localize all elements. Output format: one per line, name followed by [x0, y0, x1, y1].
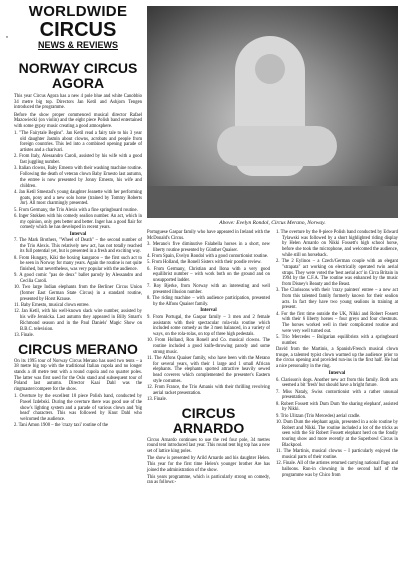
- interval-heading: Interval: [69, 231, 87, 237]
- list-item: 10. Two large Indian elephants from the Berliner Circus Union (former East German State Circus) in a standard routine, presented by Horst Krause.: [14, 285, 142, 302]
- masthead-line2: CIRCUS: [39, 19, 117, 41]
- list-item: 4. For the first time outside the UK, Nikki and Robert Fossett with their 6 liberty horses – four greys and four chestnuts. The horses worked well in their complicated routine and were very well turned out.: [276, 311, 398, 334]
- list-item: 11. The Alfons Quaiser family, who have been with the Merano for several years, with their 1 large and 1 small African elephants. The elephants sported attractive heavily sewed head coverers which complemented the presenter's Eastern style costumes.: [147, 355, 270, 384]
- paragraph: Before the show proper commenced musical director Rafael Mazowiecki (on violin) and the eight piece Polish band entertained with some gypsy music creating a good atmosphere.: [14, 112, 142, 129]
- paragraph: This years programme, which is particularly strong on comedy, ran as follows:-: [147, 474, 270, 486]
- photo-floor: [147, 186, 398, 218]
- list-item: Portuguese Gaspar family who have appeared in Ireland with the McDonald's Circus.: [147, 230, 270, 241]
- list-item: 1. The overture by the 8-piece Polish band conducted by Edward Tylawski was followed by a short highlighted riding display by Helen Arnardo on Nikki Fossett's high school horse, before she took the microphone, and welcomed the audience, while still on horseback.: [276, 230, 398, 258]
- column-left: [14, 0, 142, 430]
- list-item: 10. Dum Dum the elephant again, presented in a solo routine by Robert and Nikki. The routine included a lot of the tricks as seen with the Sir Robert Fossett elephant herd on the fondly touring show and more recently at the Superbowl Circus in Blackpool.: [276, 420, 398, 448]
- list-item: 2. From Italy, Alessandro Caroli, assisted by his wife with a good fast juggling number.: [14, 154, 142, 166]
- list-item: 12. Jan Ketil, with his well-known slack wire number, assisted by his wife Jennicka. Last autumn they appeared in Billy Smart's Richmond season and in the Paul Daniels' Magic Show on B.B.C. television.: [14, 309, 142, 332]
- column-middle: [147, 230, 270, 488]
- list-item: 1. "The Fairytale Begins". Jan Ketil read a fairy tale to his 3 year old daughter Jasmin about clowns, acrobats and people from foreign countries. This led into a combined opening parade of artistes and a charivari.: [14, 131, 142, 154]
- list-item: 5. Trio Mercedes – Bulgarian equilibrists with a springboard number.: [276, 335, 398, 346]
- list-item: 5. From Germany, the Trio Alexis with a fine springboard routine.: [14, 207, 138, 213]
- list-item: 8. The riding machine – with audience participation, presented by the Alfons Quaiser family.: [147, 296, 270, 307]
- list-item: 6. From Germany, Christian and Ilona with a very good equilibrist number – with work both on the ground and on unsupported ladder.: [147, 266, 270, 283]
- list-item: 2. The 2 Eylinos – a Czech/German couple with an elegant "strapata" act working on electrically operated twin aerial straps. They were voted the 'best aerial act' in Circa Britain in 1994 by the C.F.A. The routine was enhanced by the music from Disney's Beauty and the Beast.: [276, 259, 398, 287]
- masthead: [14, 0, 142, 51]
- paragraph: The show is presented by Arild Arnardo and his daughter Helen. This year for the first time Helen's younger brother Are has joined the administration of the show.: [147, 456, 270, 473]
- list-item: 3. The Clarissons with their 'crazy painters' entree – a new act from this talented family formerly known for their sealion acts. In fact they have two young sealions in training at present.: [276, 288, 398, 311]
- list-item: 2. Tani Amon 1900 – the 'crazy taxi' routine of the: [14, 423, 109, 429]
- list-item: 8. Robert Fossett with Dum Dum 'the sharing elephant', assisted by Nikki.: [276, 401, 398, 413]
- list-item: 10. From Holland, Ron Ronell and Co. musical clowns. The routine included a good knife-throwing parody and some strong music.: [147, 338, 270, 355]
- list-item: 5. From Holland, the Ronell Sisters with their poodle review.: [147, 260, 262, 266]
- column-right: [276, 230, 398, 479]
- list-item: 6. Inger Stokken with his comedy sealion number. An act, which in my opinion, only gets better and better. Inger has a good flair for comedy which he has developed in recent years.: [14, 213, 142, 231]
- list-item: 7. Miss Nataly, Swiss contortionist with a rather unusual presentation.: [276, 389, 398, 401]
- masthead-line1: WORLDWIDE: [28, 3, 128, 20]
- list-item: 11. Baby Ernesto, musical clown entree.: [14, 303, 90, 309]
- list-item: 3. Italian clowns, Baby Ernesto with their washing machine routine. Following the death of veteran clown Baby Ernesto last autumn, the entree is now presented by Jonny Ernesto, his wife and children.: [14, 166, 142, 189]
- paragraph: On its 1995 tour of Norway Circus Merano has used two tents – a 38 metre big top with the traditional Italian cupola and no longer stands a 40 metre tent with a round cupola and no quarter poles. The latter was first used for the Oslo stand and subsequent tour of Poland last autumn. Director Kaai Dahl was the ringmaster/compere for the show.: [14, 358, 142, 393]
- margin-mark: *: [6, 36, 8, 42]
- headline-circus-merano: CIRCUS MERANO: [18, 340, 138, 357]
- list-item: 1. Overture by the excellent 10 piece Polish band, conducted by Pawel Izdebski. During the overture there was good use of the show's lighting system and a parade of various clown and 'big head' characters. This was followed by Knut Dahl who welcomed the audience.: [14, 394, 142, 422]
- photo-figure-legs: [217, 126, 337, 166]
- list-item: 6. Clarisson's dogs. Another new act from this family. Both acts seemed a bit 'fresh' but should have a bright future.: [276, 377, 398, 389]
- performer-photo: [147, 6, 398, 218]
- list-item: 11. The Martinis, musical clowns – I particularly enjoyed the musical parts of their routine.: [276, 449, 398, 460]
- photo-figure-head: [255, 54, 285, 84]
- list-item: 7. The Mark Brothers, "Wheel of Death" – the second number of the Trio Alexis. This relatively new act, has not totally reached its full potential yet, but is presented in a fresh and exciting way.: [14, 238, 142, 255]
- masthead-line3: NEWS & REVIEWS: [37, 40, 118, 50]
- paragraph: Circus Arnardo continues to use the red four pole, 34 metres round tent introduced last year. This round tent big top has a new set of lattice king poles.: [147, 437, 270, 455]
- list-item: 9. A good comic "pas de deux" ballet parody by Alessandro and Cecilia Caroli.: [14, 273, 142, 285]
- list-item: 13. Finale.: [147, 397, 167, 403]
- list-item: 4. Jan Ketil Smestad's young daughter Jeanette with her performing goats, pony and a new solo horse (trained by Tommy Roberts Jnr). All most charmingly presented.: [14, 189, 142, 207]
- interval-heading: Interval: [200, 308, 217, 314]
- list-item: 8. From Hungary, Kiki the boxing kangaroo – the first such act to be seen in Norway for many years. Again the routine is not quite finished, but nevertheless, was very popular with the audience.: [14, 255, 142, 273]
- list-item: 3. Merano's five diminutive Falabella horses in a short, new liberty routine presented by Günther Quaiser.: [147, 242, 270, 253]
- list-item: 12. From France, the Trio Amanis with their thrilling revolving aerial racket presentation.: [147, 385, 270, 396]
- interval-heading: Interval: [328, 371, 346, 377]
- headline-circus-arnardo: CIRCUS ARNARDO: [172, 404, 245, 436]
- headline-norway-circus-agora: NORWAY CIRCUS AGORA: [18, 60, 138, 91]
- list-item: 12. Finale. All of the artistes returned carrying national flags and balloons. Run-in clowning in the second half of the programme was by Chico from: [276, 461, 398, 478]
- list-item: 9. Trio Ulitzan (Trio Mercedes) aerial cradle.: [276, 413, 361, 419]
- list-item: 7. Roy Bjerke, from Norway with an interesting and well presented illusion number.: [147, 284, 270, 295]
- list-item: 9. From Portugal, the Gaspar family – 3 men and 2 female assistants with their spectacular rola-rola routine which included some comedy as the 3 men balanced, in a variety of ways, on the rola-rolas, on top of three high pedestals.: [147, 314, 270, 337]
- list-item: 13. Finale.: [14, 332, 34, 338]
- paragraph: This year Circus Agora has a new 4 pole blue and white Canobbio 34 metre big top. Directors Jan Ketil and Ashjorn Tengen introduced the programme.: [14, 94, 142, 111]
- list-item: 4. From Spain, Evelyn Rondol with a good contortionist routine.: [147, 254, 269, 259]
- paragraph: David from the Martinis, a Spanish/French musical clown troupe, a talented typist clown warmed up the audience prior to the circus opening and provided run-ins in the first half. He had a nice personality in the ring.: [276, 347, 398, 370]
- photo-caption: Above: Evelyn Rondol, Circus Merano, Norway.: [219, 220, 326, 226]
